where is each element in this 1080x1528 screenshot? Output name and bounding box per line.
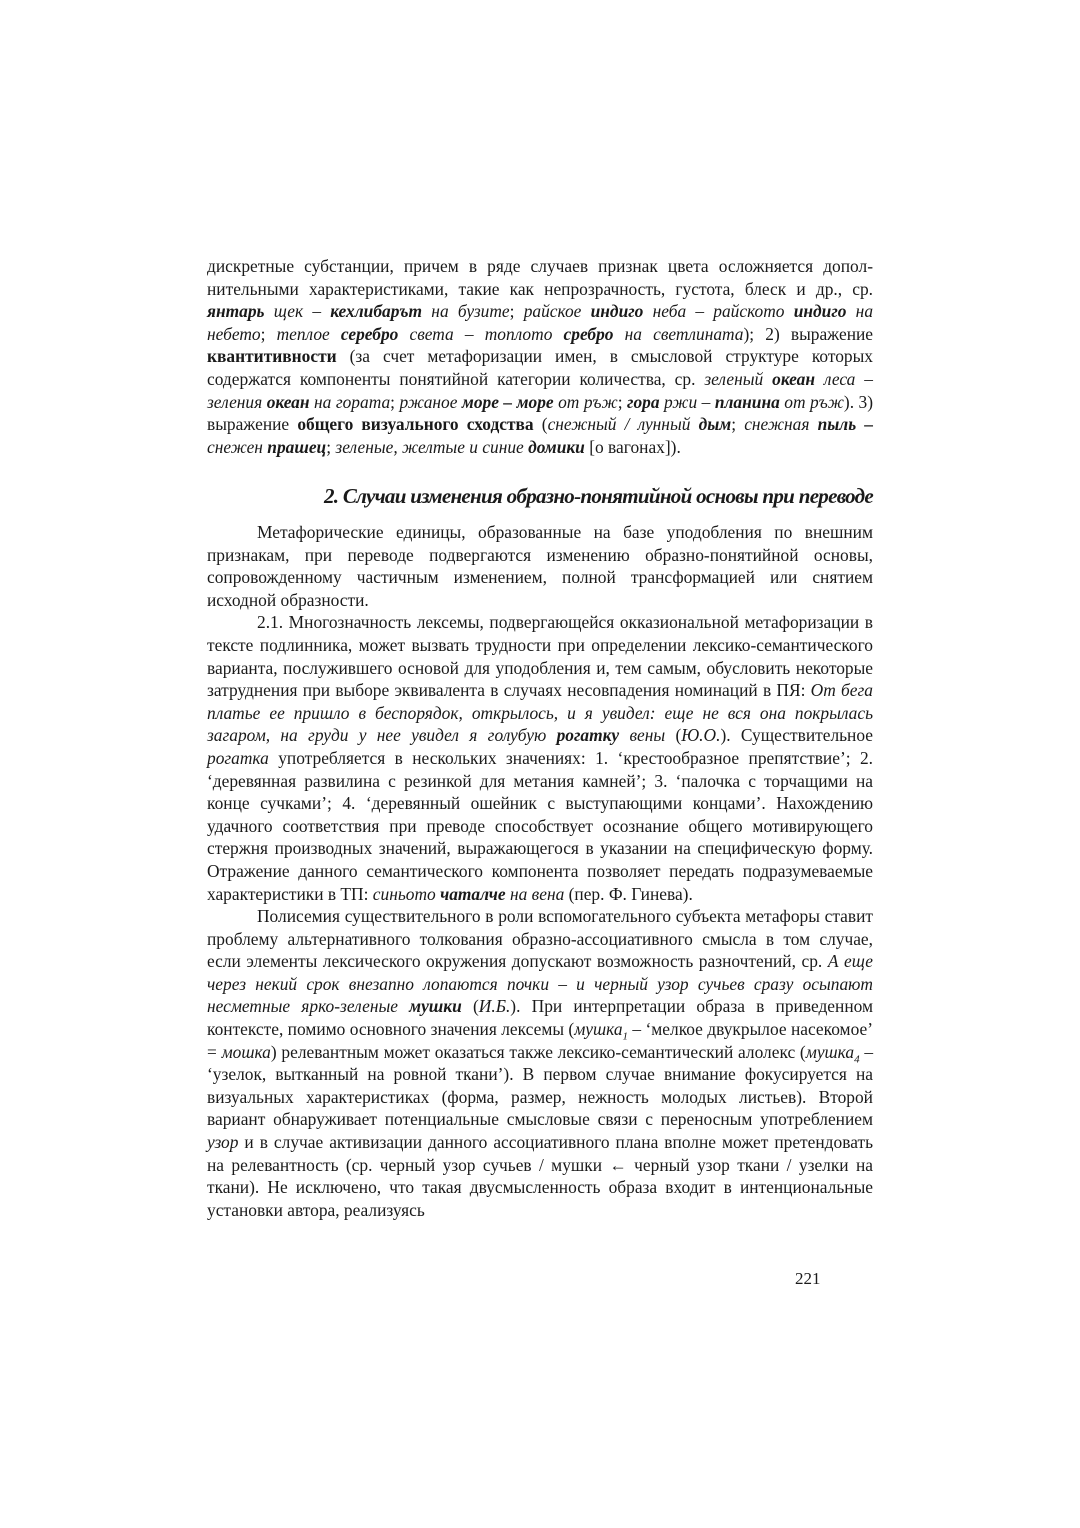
section-heading: 2. Случаи изменения образно-понятийной основы при переводе <box>323 484 873 508</box>
paragraph-1: Метафорические единицы, образованные на базе уподобления по внешним признакам, при переводе подвергаются изменению образно-понятийной основы, сопровожденному частичным изменением, полной трансформацией или снятием исходной образности. <box>207 522 873 610</box>
paragraph-text: дискретные субстанции, причем в ряде случаев признак цвета осложняется дополнительными характеристиками, такие как непрозрачность, густота, блеск и др., ср. янтарь щек – кехлибарът на бузите; райское индиго неба – райското индиго на небето; теплое серебро света – топлото сребро на светлината); 2) выражение квантитивности (за счет метафоризации имен, в смысловой структуре которых содержатся компоненты понятийной категории количества, ср. зеленый океан леса – зеления океан на гората; ржаное море – море от ръж; гора ржи – планина от ръж). 3) выражение общего визуального сходства (снежный / лунный дым; снежная пыль – снежен прашец; зеленые, желтые и синие домики [о вагонах]). <box>207 256 874 457</box>
section-body <box>207 521 873 1221</box>
paragraph-3: Полисемия существительного в роли вспомогательного субъекта метафоры ставит проблему альтернативного толкования образно-ассоциативного смысла в том случае, если элементы лексического окружения допускают возможность разночтений, ср. А еще через некий срок внезапно лопаются почки – и черный узор сучьев сразу осыпают несметные ярко-зеленые мушки (И.Б.). При интерпретации образа в приведенном контексте, помимо основного значения лексемы (мушка$_1$ – ‘мелкое двукрылое насекомое’ = мошка) релевантным может оказаться также лексико-семантический алолекс (мушка$_4$ – ‘узелок, вытканный на ровной ткани’). В первом случае внимание фокусируется на визуальных характеристиках (форма, размер, нежность молодых листьев). Второй вариант обнаруживает потенциальные смысловые связи с переносным употреблением узор и в случае активизации данного ассоциативного плана вполне может претендовать на релевантность (ср. черный узор сучьев / мушки ← черный узор ткани / узелки на ткани). Не исключено, что такая двусмысленность образа входит в интенциональные установки автора, реализуясь <box>207 906 874 1220</box>
paragraph-2: 2.1. Многозначность лексемы, подвергающейся окказиональной метафоризации в тексте подлинника, может вызвать трудности при определении лексико-семантического варианта, послужившего основой для уподобления и, тем самым, обусловить некоторые затруднения при выборе эквивалента в случаях несовпадения номинаций в ПЯ: От бега платье ее пришло в беспорядок, открылось, и я увидел: еще не вся она покрылась загаром, на груди у нее увидел я голубую рогатку вены (Ю.О.). Существительное рогатка употребляется в нескольких значениях: 1. ‘крестообразное препятствие’; 2. ‘деревянная развилина с резинкой для метания камней’; 3. ‘палочка с торчащими на конце сучками’; 4. ‘деревянный ошейник с выступающими концами’. Нахождению удачного соответствия при преводе способствует осознание общего мотивирующего стержня производных значений, выражающегося в указании на специфическую форму. Отражение данного семантического компонента позволяет передать подразумеваемые характеристики в ТП: синьото чаталче на вена (пер. Ф. Гинева). <box>207 612 873 904</box>
paragraph-continuation <box>207 255 873 458</box>
page-number: 221 <box>795 1269 821 1288</box>
